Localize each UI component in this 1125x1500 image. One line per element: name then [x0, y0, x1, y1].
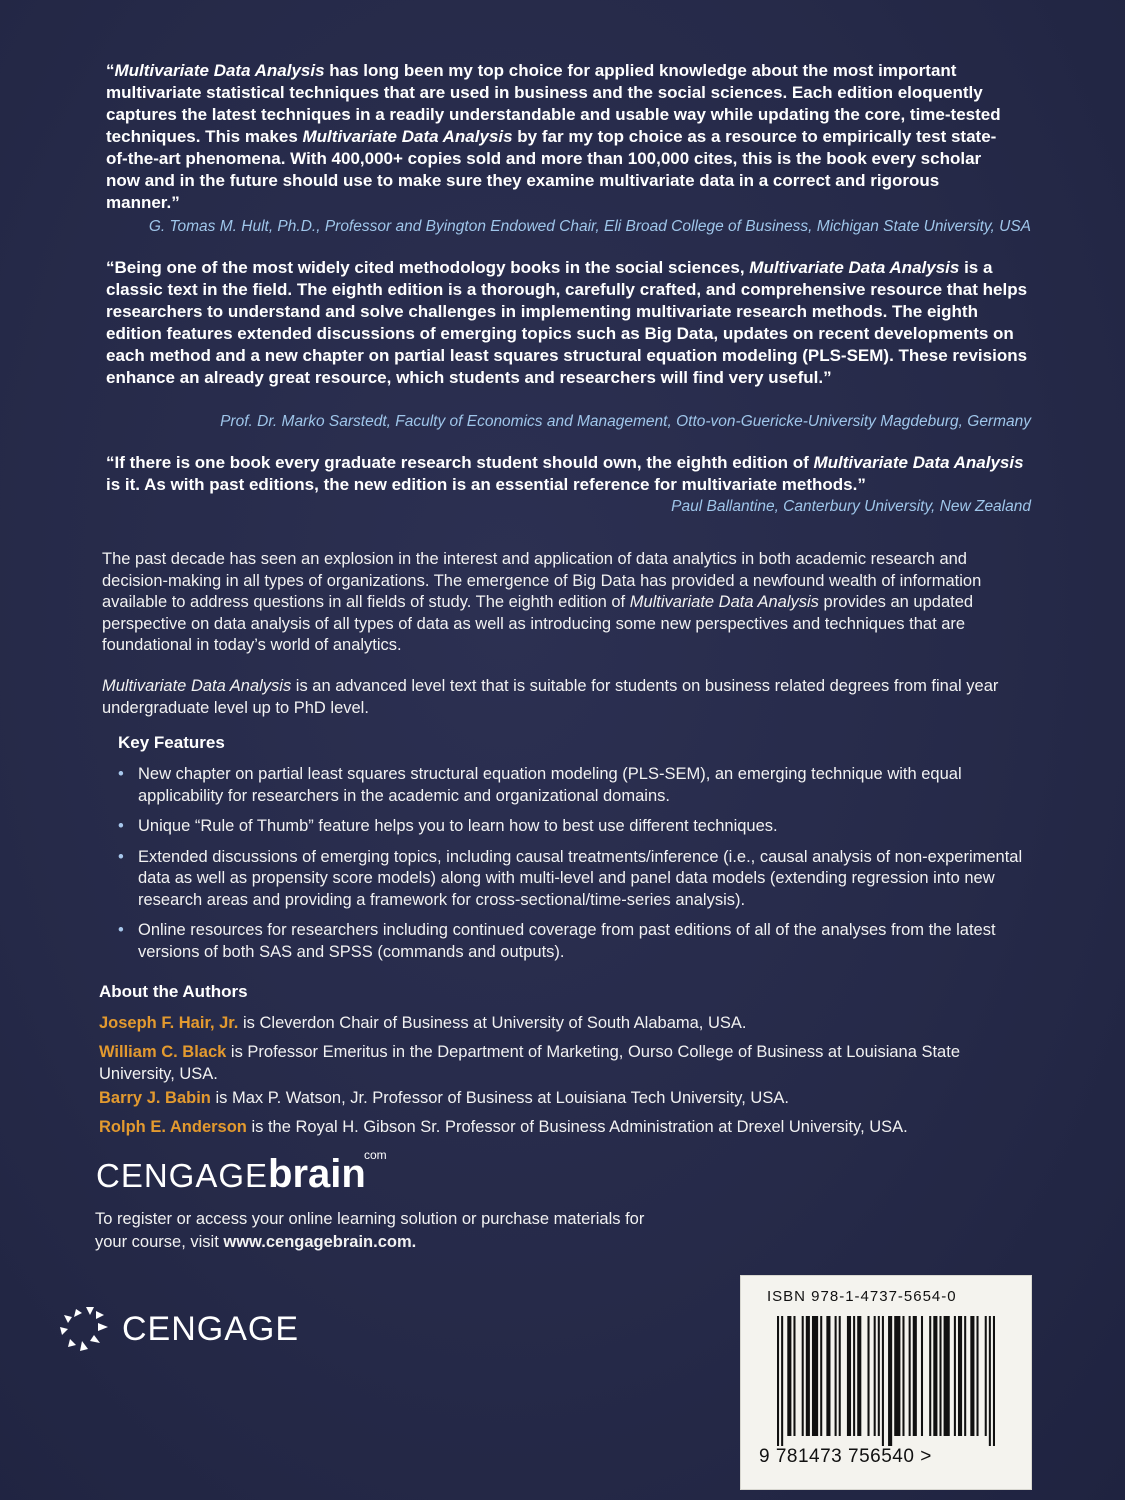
barcode-bar — [909, 1316, 911, 1436]
barcode-bar — [970, 1316, 974, 1436]
barcode-bar — [806, 1316, 810, 1436]
barcode-bar — [787, 1316, 791, 1436]
key-feature-text: Extended discussions of emerging topics, including causal treatments/inference (i.e., causal analysis of non-experimental data as well as propensity score models) along with multi-level and panel data models (extending regression into new research areas and providing a framework for cross-sectional/time-series analysis). — [138, 847, 1023, 909]
author-entry — [99, 1042, 1019, 1085]
cengage-publisher-logo — [56, 1305, 299, 1353]
key-feature-item — [118, 847, 1033, 912]
barcode-bar — [781, 1316, 783, 1446]
register-url: www.cengagebrain.com. — [223, 1233, 417, 1251]
bullet-icon: • — [118, 921, 124, 939]
barcode-bar — [867, 1316, 869, 1436]
cengagebrain-word-cengage: CENGAGE — [96, 1157, 269, 1194]
bullet-icon: • — [118, 817, 124, 835]
barcode-bar — [985, 1316, 987, 1436]
isbn-label: ISBN 978-1-4737-5654-0 — [767, 1288, 957, 1305]
key-feature-text: New chapter on partial least squares structural equation modeling (PLS-SEM), an emerging technique with equal applicability for researchers in the academic and organizational domains. — [138, 765, 962, 805]
cengage-mark-icon — [56, 1305, 114, 1353]
cengagebrain-word-brain: brain — [268, 1152, 366, 1196]
barcode-bar — [839, 1316, 841, 1436]
register-text: To register or access your online learning solution or purchase materials for your course, visit — [95, 1210, 645, 1251]
author-entry — [99, 1088, 1019, 1110]
bullet-icon: • — [118, 765, 124, 783]
description-paragraph-2: Multivariate Data Analysis is an advanced level text that is suitable for students on business related degrees from final year undergraduate level up to PhD level. — [102, 677, 999, 717]
barcode-bars — [777, 1316, 995, 1446]
cengagebrain-com: com — [364, 1148, 387, 1162]
bullet-icon: • — [118, 847, 124, 866]
barcode-bar — [913, 1316, 917, 1436]
barcode-bar — [826, 1316, 830, 1436]
barcode-bar — [812, 1316, 818, 1436]
cengage-wordmark: CENGAGE — [122, 1309, 300, 1348]
barcode-bar — [921, 1316, 923, 1436]
author-name: Barry J. Babin — [99, 1089, 211, 1107]
barcode-bar — [933, 1316, 937, 1436]
key-features-heading: Key Features — [118, 733, 225, 752]
barcode-bar — [802, 1316, 804, 1436]
barcode-digits: 9 781473 756540 > — [759, 1446, 932, 1467]
cengagebrain-logo — [96, 1148, 387, 1197]
endorsement-quote-2: “Being one of the most widely cited methodology books in the social sciences, Multivariate Data Analysis is a classic text in the field. The eighth edition is a thorough, carefully crafted, and comprehensive resource that helps researchers to understand and solve challenges in implementing multivariate research methods. The eighth edition features extended discussions of emerging topics such as Big Data, updates on recent developments on each method and a new chapter on partial least squares structural equation modeling (PLS-SEM). These revisions enhance an already great resource, which students and researchers will find very useful.” — [106, 258, 1028, 387]
barcode-bar — [853, 1316, 855, 1436]
author-name: Joseph F. Hair, Jr. — [99, 1014, 239, 1032]
barcode-bar — [939, 1316, 941, 1436]
barcode-bar — [835, 1316, 837, 1436]
key-feature-item — [118, 816, 1033, 838]
endorsement-attribution-3: Paul Ballantine, Canterbury University, New Zealand — [671, 498, 1031, 515]
barcode-bar — [894, 1316, 900, 1436]
key-feature-text: Online resources for researchers including continued coverage from past editions of all of the analyses from the latest versions of both SAS and SPSS (commands and outputs). — [138, 921, 996, 961]
barcode-bar — [820, 1316, 822, 1436]
barcode-bar — [944, 1316, 950, 1436]
author-bio: is the Royal H. Gibson Sr. Professor of Business Administration at Drexel University, USA. — [246, 1118, 908, 1136]
endorsement-quote-3: “If there is one book every graduate research student should own, the eighth edition of Multivariate Data Analysis is it. As with past editions, the new edition is an essential reference for multivariate methods.” — [106, 453, 1024, 494]
key-feature-text: Unique “Rule of Thumb” feature helps you to learn how to best use different techniques. — [138, 817, 778, 835]
author-bio: is Cleverdon Chair of Business at University of South Alabama, USA. — [238, 1014, 747, 1032]
about-authors-heading: About the Authors — [99, 982, 248, 1001]
key-feature-item — [118, 764, 1033, 807]
description-paragraph-1: The past decade has seen an explosion in the interest and application of data analytics in both academic research and decision-making in all types of organizations. The emergence of Big Data has provided a newfound wealth of information available to address questions in all fields of study. The eighth edition of Multivariate Data Analysis provides an updated perspective on data analysis of all types of data as well as introducing some new perspectives and techniques that are foundational in today’s world of analytics. — [102, 550, 982, 654]
barcode-bar — [989, 1316, 991, 1446]
barcode-bar — [793, 1316, 795, 1436]
barcode-bar — [976, 1316, 978, 1436]
author-entry — [99, 1117, 1019, 1139]
key-features-list — [118, 764, 1033, 972]
barcode-panel — [740, 1275, 1032, 1490]
register-instructions — [95, 1208, 675, 1254]
author-name: Rolph E. Anderson — [99, 1118, 247, 1136]
barcode-bar — [993, 1316, 995, 1446]
barcode-bar — [964, 1316, 966, 1436]
barcode-bar — [888, 1316, 892, 1446]
barcode-bar — [847, 1316, 851, 1436]
barcode-bar — [882, 1316, 884, 1446]
endorsement-quote-1: “Multivariate Data Analysis has long been my top choice for applied knowledge about the most important multivariate statistical techniques that are used in business and the social sciences. Each edition eloquently captures the latest techniques in a readily understandable and usable way while updating the core, time-tested techniques. This makes Multivariate Data Analysis by far my top choice as a resource to empirically test state-of-the-art phenomena. With 400,000+ copies sold and more than 100,000 cites, this is the book every scholar now and in the future should use to make sure they examine multivariate data in a correct and rigorous manner.” — [106, 61, 1001, 212]
author-name: William C. Black — [99, 1043, 227, 1061]
barcode-bar — [929, 1316, 931, 1436]
barcode-bar — [878, 1316, 880, 1436]
author-bio: is Max P. Watson, Jr. Professor of Business at Louisiana Tech University, USA. — [210, 1089, 789, 1107]
author-entry — [99, 1013, 1019, 1035]
barcode-bar — [902, 1316, 904, 1436]
barcode-bar — [958, 1316, 962, 1436]
barcode-bar — [857, 1316, 861, 1436]
author-bio: is Professor Emeritus in the Department of Marketing, Ourso College of Business at Louisiana State University, USA. — [99, 1043, 960, 1083]
barcode-bar — [777, 1316, 779, 1446]
key-feature-item — [118, 920, 1033, 963]
barcode-bar — [874, 1316, 876, 1436]
endorsement-attribution-2: Prof. Dr. Marko Sarstedt, Faculty of Economics and Management, Otto-von-Guericke-University Magdeburg, Germany — [220, 413, 1031, 430]
barcode-bar — [954, 1316, 956, 1436]
endorsement-attribution-1: G. Tomas M. Hult, Ph.D., Professor and Byington Endowed Chair, Eli Broad College of Business, Michigan State University, USA — [148, 218, 1031, 235]
